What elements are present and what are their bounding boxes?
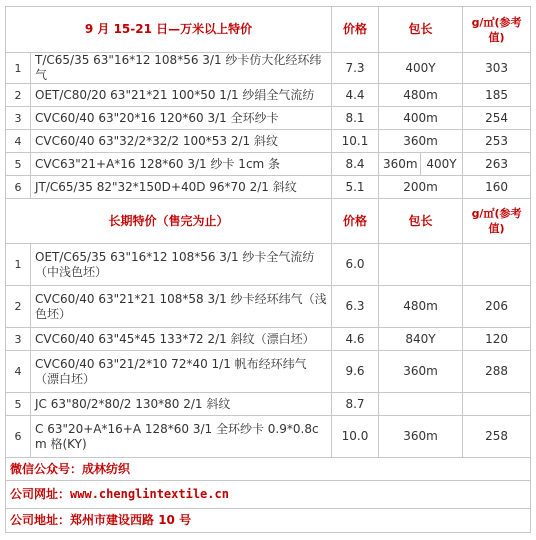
table-row (6, 84, 531, 107)
table-row (6, 176, 531, 199)
section1-length-header: 包长 (379, 7, 463, 53)
row-price: 6.3 (332, 286, 379, 328)
row-number: 5 (6, 153, 31, 176)
row-length (379, 393, 463, 416)
row-price: 8.1 (332, 107, 379, 130)
table-row (6, 328, 531, 351)
row-number: 3 (6, 107, 31, 130)
row-gsm (463, 393, 531, 416)
row-length-meters: 360m (379, 153, 421, 176)
row-length: 840Y (379, 328, 463, 351)
row-gsm: 254 (463, 107, 531, 130)
row-price: 8.7 (332, 393, 379, 416)
row-number: 4 (6, 351, 31, 393)
row-number: 5 (6, 393, 31, 416)
footer-wechat-row (6, 458, 531, 481)
section1-gsm-header: g/㎡(参考值) (463, 7, 531, 53)
row-number: 4 (6, 130, 31, 153)
row-price: 7.3 (332, 53, 379, 84)
row-price: 6.0 (332, 244, 379, 286)
row-number: 1 (6, 244, 31, 286)
row-length: 480m (379, 286, 463, 328)
table-row (6, 286, 531, 328)
row-length: 200m (379, 176, 463, 199)
row-number: 3 (6, 328, 31, 351)
table-row (6, 153, 531, 176)
section2-gsm-header: g/㎡(参考值) (463, 199, 531, 244)
row-description: CVC60/40 63"21/2*10 72*40 1/1 帆布经环纬气（漂白坯） (31, 351, 332, 393)
footer-site (6, 481, 531, 509)
row-gsm: 258 (463, 416, 531, 458)
row-gsm: 253 (463, 130, 531, 153)
section2-title: 长期特价（售完为止） (6, 199, 332, 244)
row-description: CVC60/40 63"32/2*32/2 100*53 2/1 斜纹 (31, 130, 332, 153)
section1-price-header: 价格 (332, 7, 379, 53)
table-row (6, 351, 531, 393)
row-description: CVC63"21+A*16 128*60 3/1 纱卡 1cm 条 (31, 153, 332, 176)
row-description: T/C65/35 63"16*12 108*56 3/1 纱卡仿大化经环纬气 (31, 53, 332, 84)
table-row (6, 393, 531, 416)
row-description: C 63"20+A*16+A 128*60 3/1 全环纱卡 0.9*0.8cm 格(KY) (31, 416, 332, 458)
table-row (6, 416, 531, 458)
row-number: 2 (6, 84, 31, 107)
row-description: OET/C65/35 63"16*12 108*56 3/1 纱卡全气流纺（中浅色坯） (31, 244, 332, 286)
row-description: CVC60/40 63"21*21 108*58 3/1 纱卡经环纬气（浅色坯） (31, 286, 332, 328)
row-length: 400m (379, 107, 463, 130)
row-number: 6 (6, 416, 31, 458)
row-number: 6 (6, 176, 31, 199)
row-length: 400Y (379, 53, 463, 84)
website-link[interactable]: www.chenglintextile.cn (70, 487, 229, 501)
wechat-value: 成林纺织 (82, 461, 131, 476)
section1-title: 9 月 15-21 日—万米以上特价 (6, 7, 332, 53)
address-value: 郑州市建设西路 10 号 (70, 513, 192, 527)
row-gsm: 263 (463, 153, 531, 176)
row-number: 1 (6, 53, 31, 84)
wechat-label: 微信公众号： (10, 461, 83, 476)
row-price: 4.4 (332, 84, 379, 107)
row-length (379, 244, 463, 286)
row-price: 9.6 (332, 351, 379, 393)
row-price: 8.4 (332, 153, 379, 176)
row-length: 360m (379, 416, 463, 458)
footer-site-row (6, 481, 531, 509)
row-description: CVC60/40 63"20*16 120*60 3/1 全环纱卡 (31, 107, 332, 130)
row-gsm: 288 (463, 351, 531, 393)
row-gsm: 185 (463, 84, 531, 107)
row-price: 4.6 (332, 328, 379, 351)
row-length: 480m (379, 84, 463, 107)
row-length: 360m (379, 130, 463, 153)
footer-wechat (6, 458, 531, 481)
row-gsm (463, 244, 531, 286)
row-gsm: 160 (463, 176, 531, 199)
section2-header-row (6, 199, 531, 244)
row-price: 10.1 (332, 130, 379, 153)
row-description: JT/C65/35 82"32*150D+40D 96*70 2/1 斜纹 (31, 176, 332, 199)
section2-length-header: 包长 (379, 199, 463, 244)
section2-price-header: 价格 (332, 199, 379, 244)
row-price: 5.1 (332, 176, 379, 199)
address-label: 公司地址： (10, 513, 71, 527)
row-description: OET/C80/20 63"21*21 100*50 1/1 纱绢全气流纺 (31, 84, 332, 107)
row-gsm: 120 (463, 328, 531, 351)
table-row (6, 53, 531, 84)
section1-header-row (6, 7, 531, 53)
row-number: 2 (6, 286, 31, 328)
row-length: 360m (379, 351, 463, 393)
table-row (6, 130, 531, 153)
row-gsm: 303 (463, 53, 531, 84)
row-description: CVC60/40 63"45*45 133*72 2/1 斜纹（漂白坯） (31, 328, 332, 351)
table-row (6, 107, 531, 130)
row-gsm: 206 (463, 286, 531, 328)
site-label: 公司网址： (10, 487, 71, 501)
price-table (5, 6, 531, 533)
row-price: 10.0 (332, 416, 379, 458)
table-row (6, 244, 531, 286)
row-description: JC 63"80/2*80/2 130*80 2/1 斜纹 (31, 393, 332, 416)
footer-address (6, 509, 531, 533)
footer-address-row (6, 509, 531, 533)
row-length-yards: 400Y (421, 153, 463, 176)
